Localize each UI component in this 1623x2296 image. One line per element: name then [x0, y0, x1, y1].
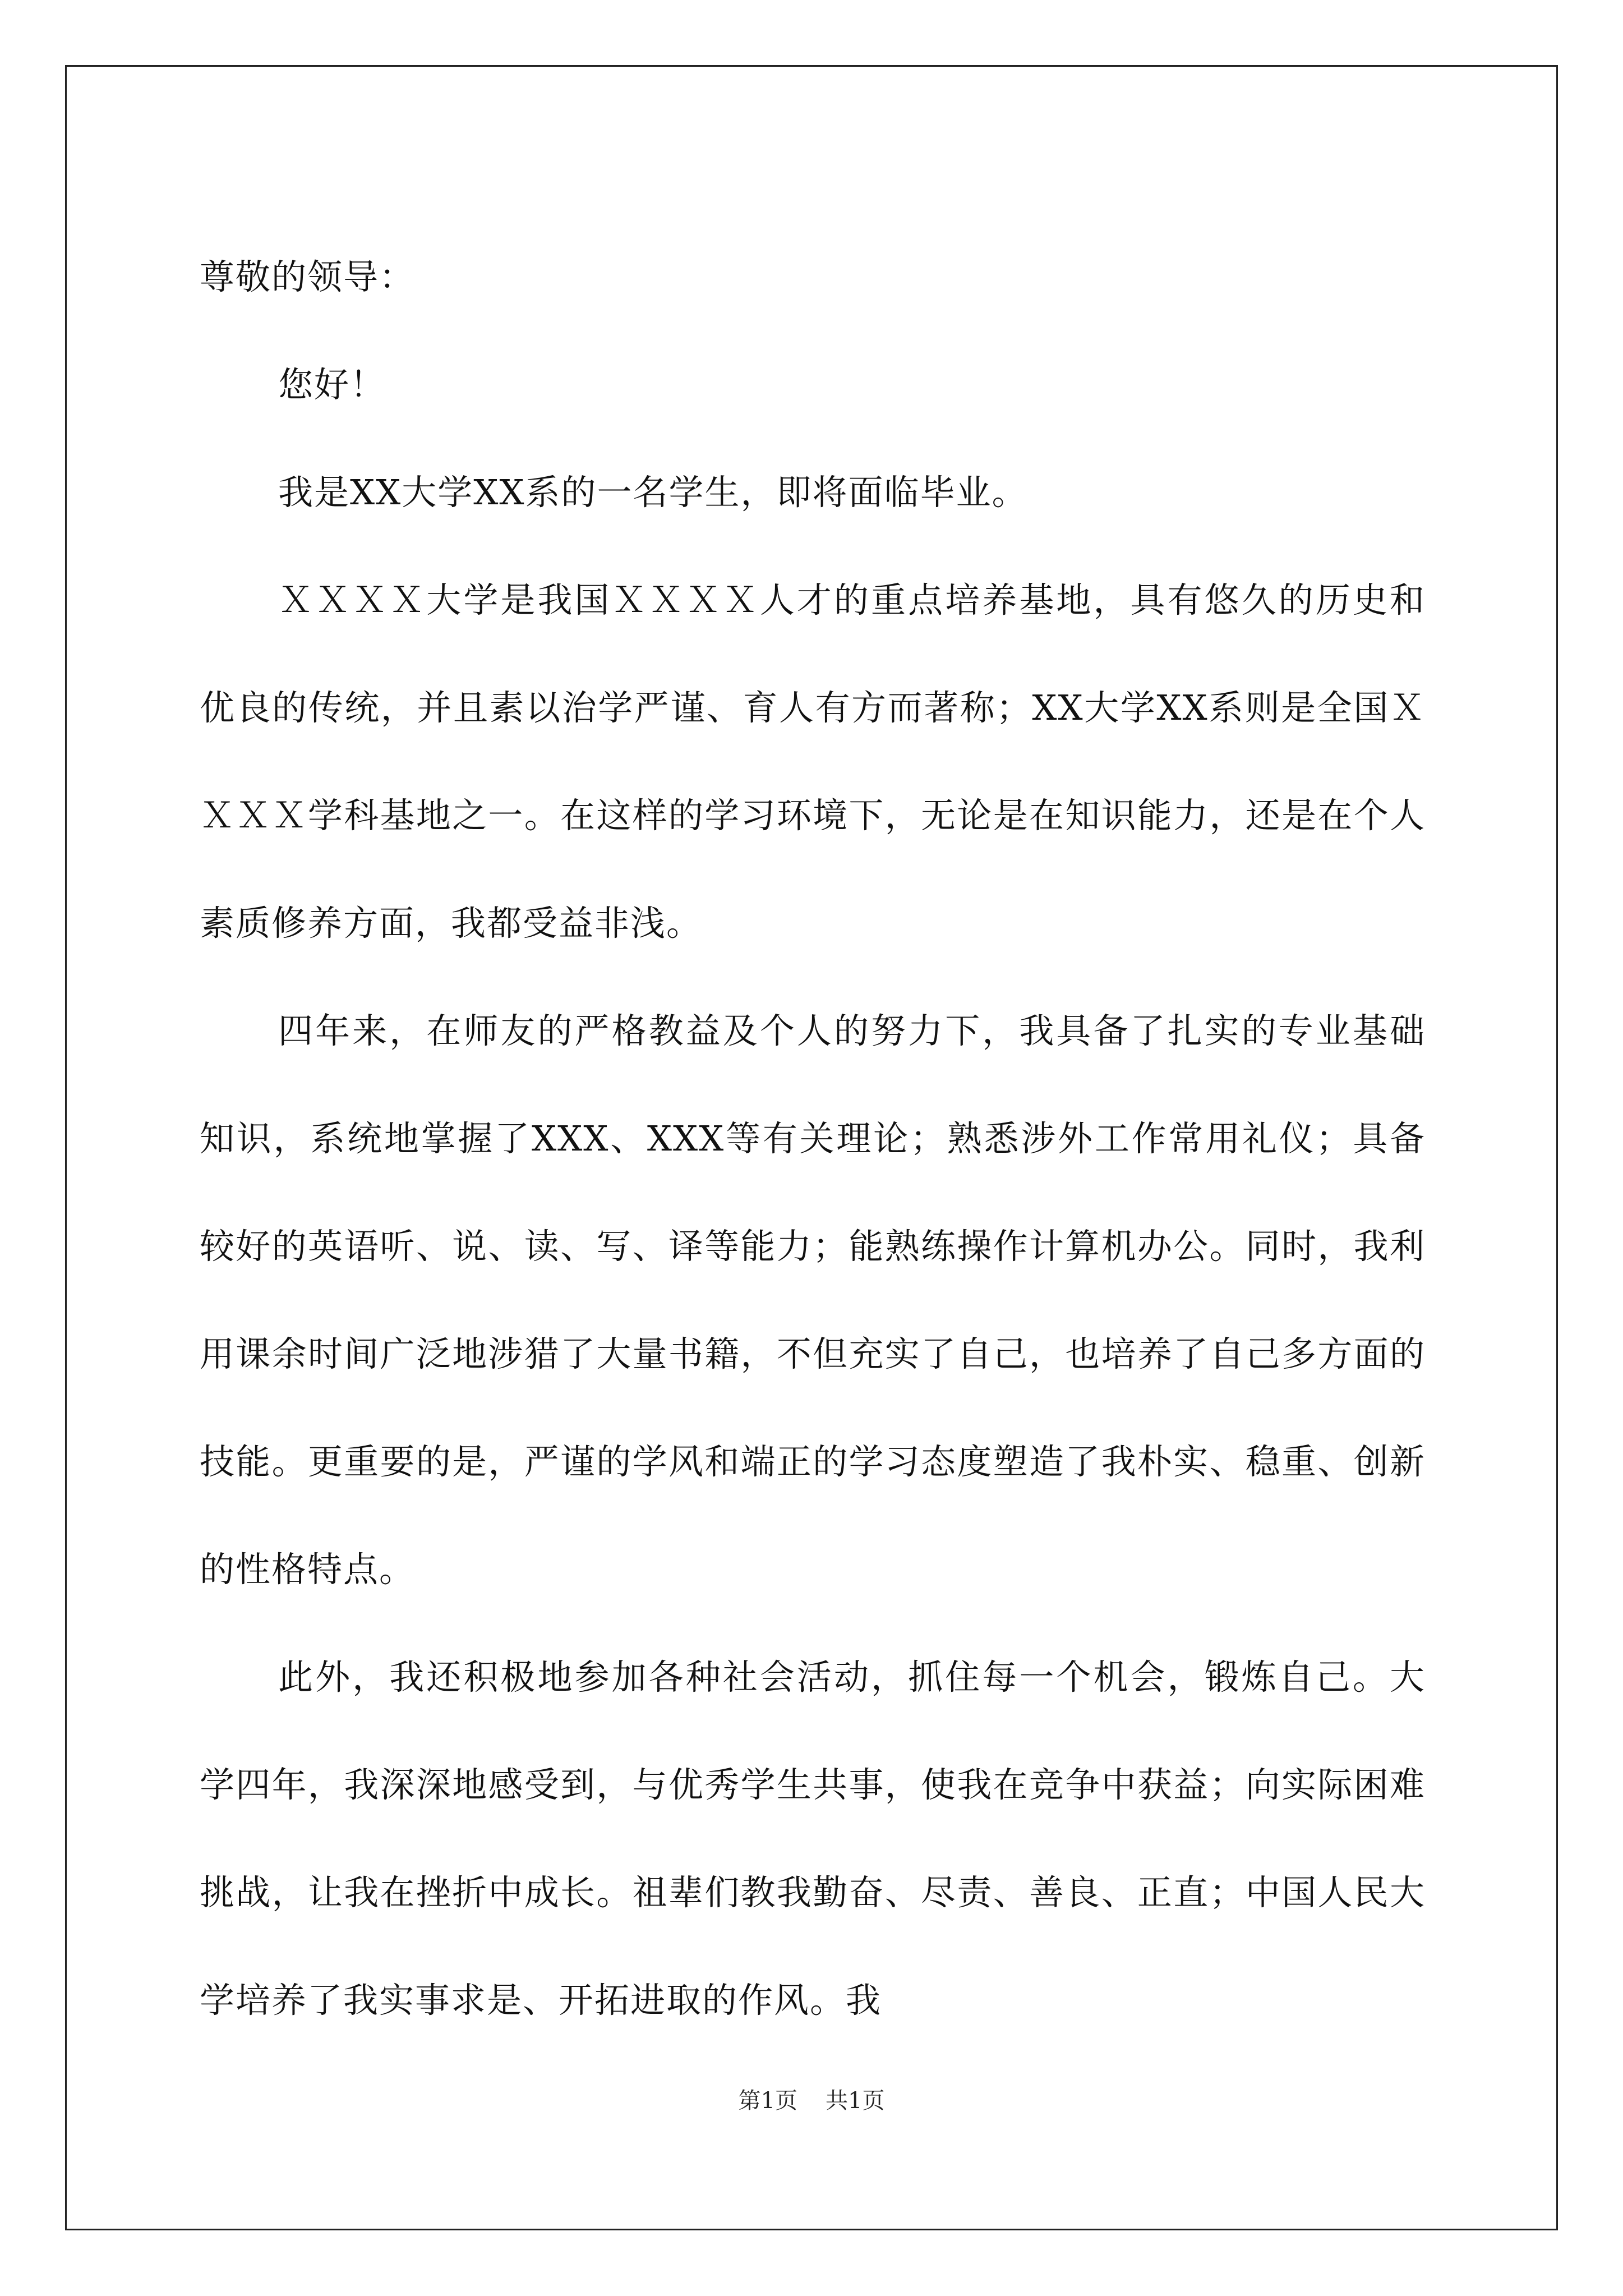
paragraph-intro: 我是XX大学XX系的一名学生，即将面临毕业。 [278, 472, 1028, 513]
letter-body [200, 223, 1426, 2054]
greeting: 您好！ [278, 364, 386, 405]
page-total: 共1页 [826, 2088, 885, 2114]
paragraph-activities: 此外，我还积极地参加各种社会活动，抓住每一个机会，锻炼自己。大学四年，我深深地感受到，与优秀学生共事，使我在竞争中获益；向实际困难挑战，让我在挫折中成长。祖辈们教我勤奋、尽责、善良、正直；中国人民大学培养了我实事求是、开拓进取的作风。我 [200, 1657, 1426, 2021]
page-number: 第1页 [738, 2088, 797, 2114]
salutation: 尊敬的领导： [200, 256, 416, 297]
paragraph-study: 四年来，在师友的严格教益及个人的努力下，我具备了扎实的专业基础知识，系统地掌握了XXX、XXX等有关理论；熟悉涉外工作常用礼仪；具备较好的英语听、说、读、写、译等能力；能熟练操作计算机办公。同时，我利用课余时间广泛地涉猎了大量书籍，不但充实了自己，也培养了自己多方面的技能。更重要的是，严谨的学风和端正的学习态度塑造了我朴实、稳重、创新的性格特点。 [200, 1010, 1426, 1590]
page-footer [0, 2084, 1623, 2118]
paragraph-university: ＸＸＸＸ大学是我国ＸＸＸＸ人才的重点培养基地，具有悠久的历史和优良的传统，并且素以治学严谨、育人有方而著称；XX大学XX系则是全国ＸＸＸＸ学科基地之一。在这样的学习环境下，无论是在知识能力，还是在个人素质修养方面，我都受益非浅。 [200, 579, 1426, 944]
